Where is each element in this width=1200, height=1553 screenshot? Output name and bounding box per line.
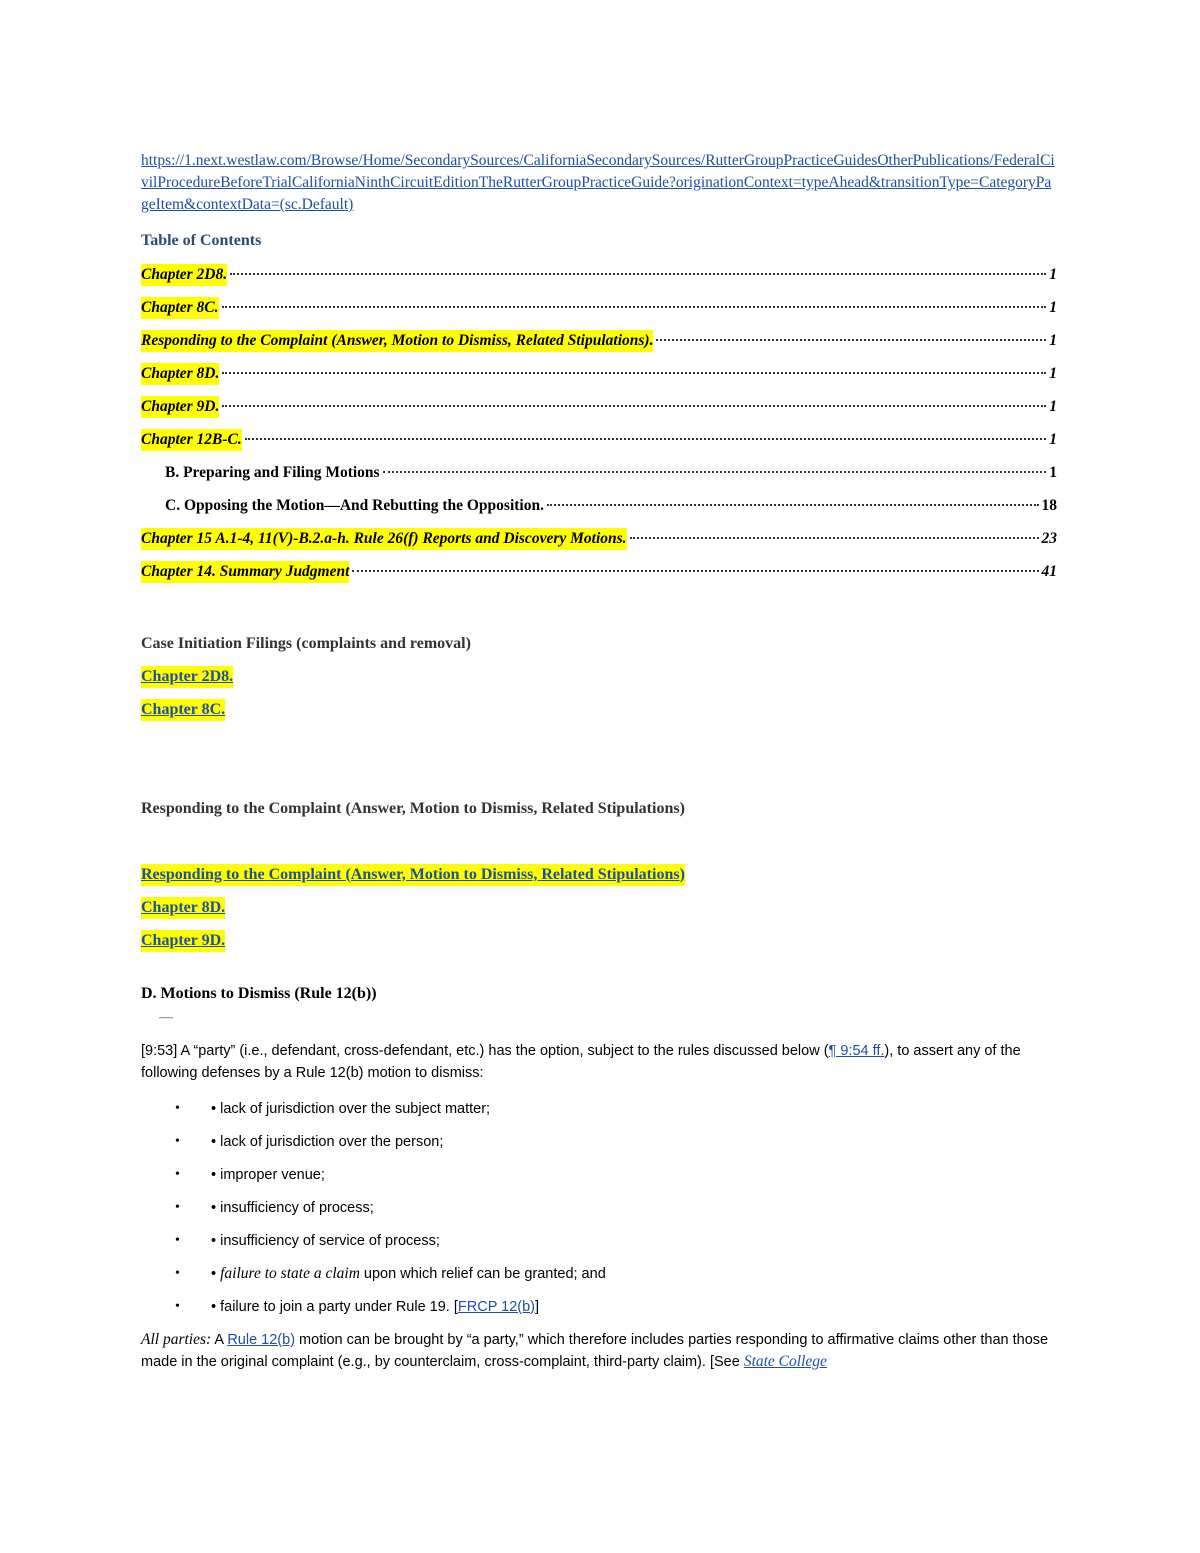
list-item-text — [211, 1265, 606, 1283]
case-initiation-link[interactable]: Chapter 2D8. — [141, 666, 233, 688]
toc-page-number: 1 — [1049, 299, 1057, 316]
list-item — [141, 1224, 1057, 1257]
toc-leader — [656, 339, 1046, 341]
toc-entry-label: Chapter 2D8. — [141, 264, 227, 286]
toc-entry-label: Chapter 9D. — [141, 396, 219, 418]
toc-entry-label: C. Opposing the Motion—And Rebutting the Opposition. — [165, 497, 544, 514]
toc-page-number: 1 — [1049, 365, 1057, 382]
list-item — [141, 1092, 1057, 1125]
responding-link[interactable]: Responding to the Complaint (Answer, Motion to Dismiss, Related Stipulations) — [141, 864, 685, 886]
toc-row[interactable] — [141, 396, 1057, 429]
toc-row[interactable] — [141, 330, 1057, 363]
responding-heading: Responding to the Complaint (Answer, Motion to Dismiss, Related Stipulations) — [141, 799, 685, 817]
defenses-list — [141, 1092, 1057, 1323]
toc-page-number: 1 — [1049, 332, 1057, 349]
italic-phrase: failure to state a claim — [220, 1264, 360, 1282]
bullet-marker: • — [175, 1166, 180, 1182]
rule-paragraph — [141, 1040, 1057, 1084]
list-item — [141, 1257, 1057, 1290]
toc-page-number: 1 — [1049, 266, 1057, 283]
toc-leader — [230, 273, 1046, 275]
list-item-text-part: ] — [534, 1298, 540, 1315]
bullet-marker: • — [175, 1199, 180, 1215]
toc-entry-label: Chapter 14. Summary Judgment — [141, 561, 349, 583]
toc-page-number: 1 — [1049, 464, 1057, 481]
toc-entry-label: Chapter 12B-C. — [141, 429, 242, 451]
toc-entry-label: Chapter 8D. — [141, 363, 219, 385]
toc-page-number: 1 — [1049, 431, 1057, 448]
toc-entry-label: Chapter 15 A.1-4, 11(V)-B.2.a-h. Rule 26(f) Reports and Discovery Motions. — [141, 528, 627, 550]
toc-row[interactable] — [141, 363, 1057, 396]
toc-row[interactable] — [141, 297, 1057, 330]
paragraph-link[interactable]: ¶ 9:54 ff. — [828, 1043, 885, 1059]
list-item-text: • insufficiency of process; — [211, 1199, 374, 1216]
paragraph-text: motion can be brought by “a party,” which therefore includes parties responding to affirmative claims other than those made in the original complaint (e.g., by counterclaim, cross-complaint, third-party claim). [See — [141, 1332, 1049, 1370]
toc-page-number: 23 — [1041, 530, 1057, 547]
case-citation-link[interactable]: State College — [743, 1353, 827, 1370]
toc-leader — [245, 438, 1046, 440]
toc-page-number: 18 — [1041, 497, 1057, 514]
case-initiation-link[interactable]: Chapter 8C. — [141, 699, 225, 721]
responding-link[interactable]: Chapter 9D. — [141, 930, 225, 952]
bullet-marker: • — [175, 1265, 180, 1281]
list-item — [141, 1125, 1057, 1158]
toc-leader — [222, 372, 1046, 374]
rule-12b-link[interactable]: Rule 12(b) — [227, 1332, 296, 1348]
list-item — [141, 1158, 1057, 1191]
toc-page-number: 41 — [1041, 563, 1057, 580]
paragraph-text: ), to assert any of the following defenses by a Rule 12(b) motion to dismiss: — [141, 1043, 1021, 1081]
toc-entry-label: B. Preparing and Filing Motions — [165, 464, 380, 481]
toc-row[interactable] — [141, 429, 1057, 462]
toc-page-number: 1 — [1049, 398, 1057, 415]
toc-leader — [352, 570, 1038, 572]
toc-row[interactable] — [141, 462, 1057, 495]
list-item-text: • lack of jurisdiction over the person; — [211, 1133, 444, 1150]
responding-link[interactable]: Chapter 8D. — [141, 897, 225, 919]
bullet-marker: • — [175, 1100, 180, 1116]
toc-leader — [222, 306, 1047, 308]
em-dash: — — [159, 1010, 173, 1025]
list-item-text: • insufficiency of service of process; — [211, 1232, 440, 1249]
bullet-marker: • — [175, 1298, 180, 1314]
toc-row[interactable] — [141, 528, 1057, 561]
all-parties-label: All parties: — [141, 1331, 212, 1348]
bullet-marker: • — [175, 1232, 180, 1248]
motions-to-dismiss-heading: D. Motions to Dismiss (Rule 12(b)) — [141, 984, 377, 1002]
toc-leader — [630, 537, 1039, 539]
toc-leader — [547, 504, 1039, 506]
toc-title: Table of Contents — [141, 232, 262, 249]
document-content — [141, 150, 1057, 1373]
paragraph-text: [9:53] A “party” (i.e., defendant, cross-defendant, etc.) has the option, subject to the rules discussed below ( — [141, 1043, 829, 1059]
list-item — [141, 1290, 1057, 1323]
paragraph-text: A — [211, 1332, 228, 1348]
toc-entry-label: Chapter 8C. — [141, 297, 219, 319]
toc-entry-label: Responding to the Complaint (Answer, Motion to Dismiss, Related Stipulations). — [141, 330, 653, 352]
toc-leader — [222, 405, 1046, 407]
toc-leader — [383, 471, 1047, 473]
list-item-text: • improper venue; — [211, 1166, 325, 1183]
bullet-marker: • — [175, 1133, 180, 1149]
toc-row[interactable] — [141, 561, 1057, 594]
toc-row[interactable] — [141, 264, 1057, 297]
list-item-text: • lack of jurisdiction over the subject matter; — [211, 1100, 491, 1117]
list-item-text-part: upon which relief can be granted; and — [359, 1265, 606, 1282]
all-parties-paragraph — [141, 1329, 1057, 1373]
westlaw-url-link[interactable]: https://1.next.westlaw.com/Browse/Home/SecondarySources/CaliforniaSecondarySources/RutterGroupPracticeGuidesOtherPublications/FederalCivilProcedureBeforeTrialCaliforniaNinthCircuitEditionTheRutterGroupPracticeGuide?originationContext=typeAhead&transitionType=CategoryPageItem&contextData=(sc.Default) — [141, 152, 1055, 213]
list-item-text-part: • — [211, 1265, 221, 1282]
list-item-text — [211, 1299, 539, 1315]
list-item-text-part: • failure to join a party under Rule 19. [ — [211, 1298, 458, 1315]
case-initiation-heading: Case Initiation Filings (complaints and removal) — [141, 634, 471, 652]
list-item — [141, 1191, 1057, 1224]
toc-row[interactable] — [141, 495, 1057, 528]
frcp-link[interactable]: FRCP 12(b) — [457, 1298, 535, 1315]
table-of-contents — [141, 264, 1057, 594]
